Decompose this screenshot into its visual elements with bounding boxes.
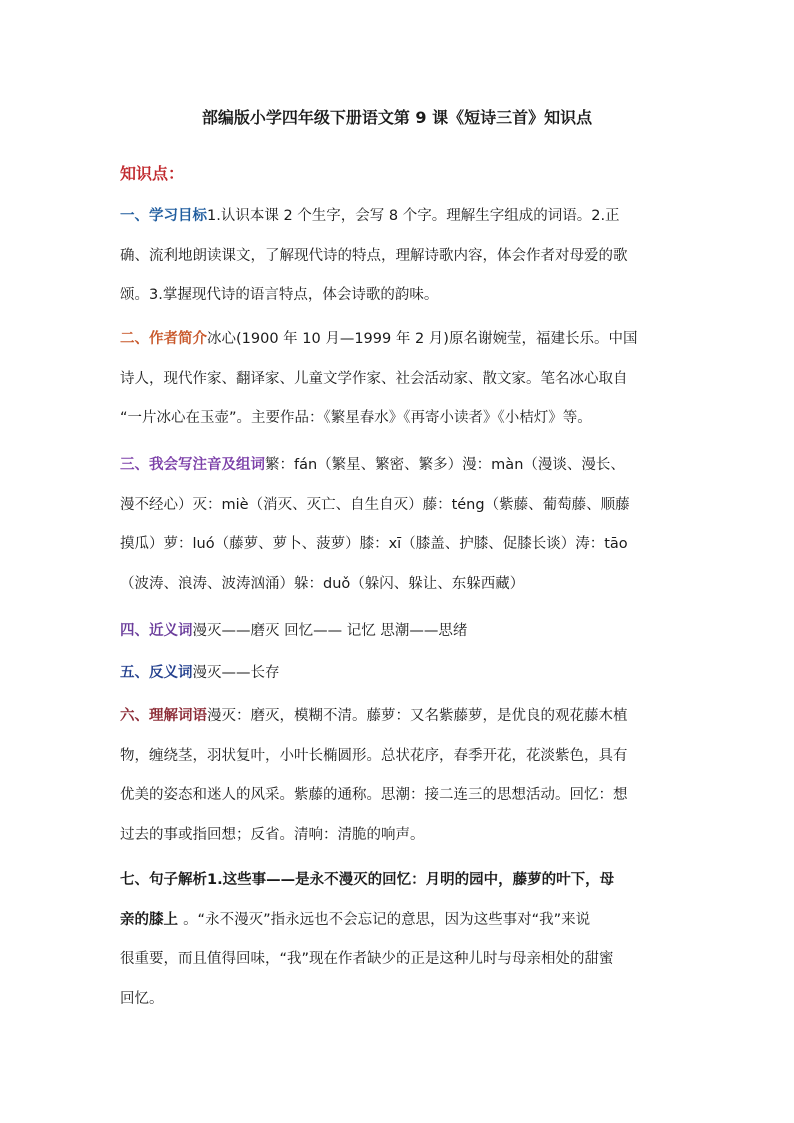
section-word-meanings (120, 697, 680, 855)
section-line: 颂。3.掌握现代诗的语言特点，体会诗歌的韵味。 (120, 287, 439, 303)
section-label: 一、学习目标 (120, 208, 207, 224)
section-line (120, 697, 680, 737)
section-line (120, 612, 680, 652)
section-label: 三、我会写注音及组词 (120, 457, 265, 473)
section-text: 漫灭——长存 (192, 665, 280, 681)
section-author-intro (120, 320, 680, 439)
section-text: 漫灭——磨灭 回忆—— 记忆 思潮——思绪 (192, 623, 468, 639)
section-text-bold: 1.这些事——是永不漫灭的回忆：月明的园中，藤萝的叶下，母 (207, 872, 615, 888)
document-title: 部编版小学四年级下册语文第 9 课《短诗三首》知识点 (201, 108, 593, 127)
knowledge-points-heading: 知识点： (120, 164, 185, 183)
section-line (120, 320, 680, 360)
section-label: 二、作者简介 (120, 331, 207, 347)
section-learning-goals (120, 197, 680, 316)
section-line (120, 197, 680, 237)
section-line (120, 654, 680, 694)
section-synonyms (120, 612, 680, 652)
section-text: 1.认识本课 2 个生字，会写 8 个字。理解生字组成的词语。2.正 (207, 208, 620, 224)
section-line (120, 901, 680, 941)
section-text: 冰心(1900 年 10 月—1999 年 2 月)原名谢婉莹，福建长乐。中国 (207, 331, 638, 347)
section-line: 诗人，现代作家、翻译家、儿童文学作家、社会活动家、散文家。笔名冰心取自 (120, 370, 628, 387)
section-label: 四、近义词 (120, 623, 193, 639)
section-text: 漫灭：磨灭，模糊不清。藤萝：又名紫藤萝，是优良的观花藤木植 (207, 708, 628, 724)
section-line: 过去的事或指回想；反省。清响：清脆的响声。 (120, 826, 425, 843)
section-antonyms (120, 654, 680, 694)
section-label: 五、反义词 (120, 665, 193, 681)
section-text: 。“永不漫灭”指永远也不会忘记的意思，因为这些事对“我”来说 (183, 911, 591, 928)
section-line: 回忆。 (120, 990, 164, 1007)
section-line: “一片冰心在玉壶”。主要作品：《繁星春水》《再寄小读者》《小桔灯》等。 (120, 410, 592, 426)
section-sentence-analysis (120, 861, 680, 1019)
section-line (120, 861, 680, 901)
section-line: 漫不经心）灭：miè（消灭、灭亡、自生自灭）藤：téng（紫藤、葡萄藤、顺藤 (120, 496, 630, 513)
section-label: 七、句子解析 (120, 872, 207, 888)
section-line: 确、流利地朗读课文，了解现代诗的特点，理解诗歌内容，体会作者对母爱的歌 (120, 247, 628, 264)
section-line: 优美的姿态和迷人的风采。紫藤的通称。思潮：接二连三的思想活动。回忆：想 (120, 787, 628, 803)
section-pinyin-words (120, 446, 680, 604)
section-line: （波涛、浪涛、波涛汹涌）躲：duǒ（躲闪、躲让、东躲西藏） (120, 575, 525, 592)
section-line: 很重要，而且值得回味，“我”现在作者缺少的正是这种儿时与母亲相处的甜蜜 (120, 951, 614, 967)
section-line: 物，缠绕茎，羽状复叶，小叶长椭圆形。总状花序，春季开花，花淡紫色，具有 (120, 747, 628, 764)
section-line: 摸瓜）萝：luó（藤萝、萝卜、菠萝）膝：xī（膝盖、护膝、促膝长谈）涛：tāo (120, 536, 628, 552)
section-text: 繁：fán（繁星、繁密、繁多）漫：màn（漫谈、漫长、 (265, 457, 625, 473)
section-line (120, 446, 680, 486)
section-label: 六、理解词语 (120, 708, 207, 724)
section-text-bold: 亲的膝上 (120, 911, 184, 928)
